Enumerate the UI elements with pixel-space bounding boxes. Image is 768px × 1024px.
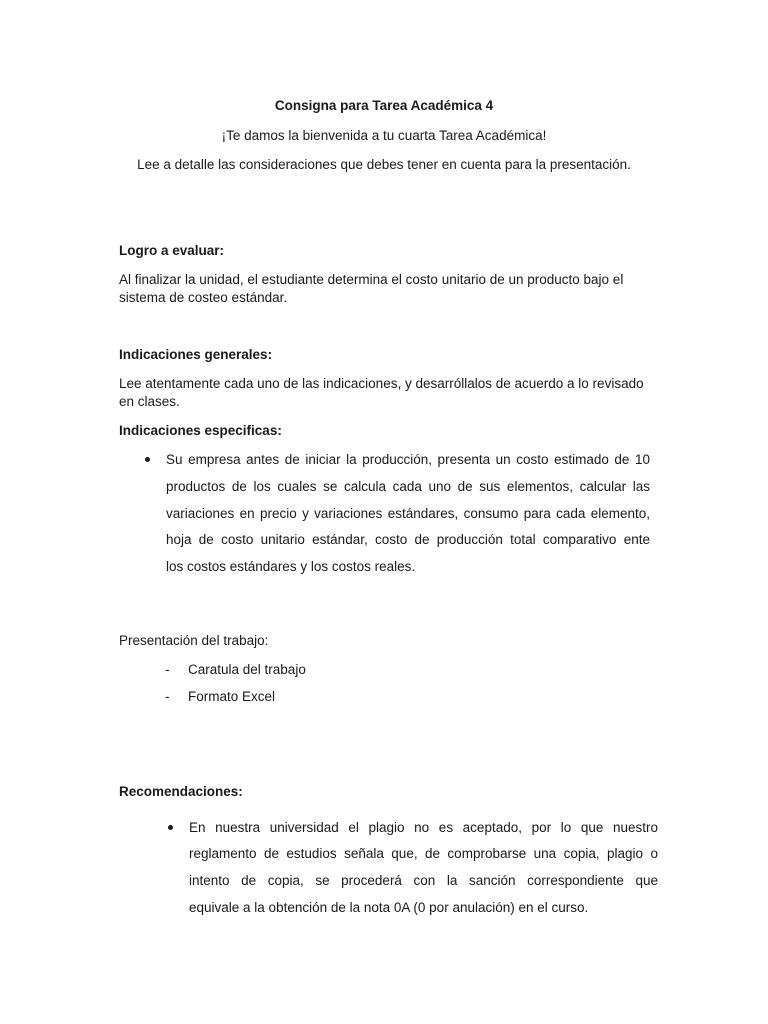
bullet-line: intento de copia, se procederá con la sanción correspondiente que <box>189 873 658 888</box>
recomendaciones-heading: Recomendaciones: <box>119 784 243 799</box>
bullet-icon <box>145 457 150 462</box>
indicaciones-generales-heading: Indicaciones generales: <box>119 347 273 362</box>
bullet-line: Su empresa antes de iniciar la producción, presenta un costo estimado de 10 <box>166 452 650 467</box>
bullet-line: En nuestra universidad el plagio no es aceptado, por lo que nuestro <box>189 820 658 835</box>
bullet-line: equivale a la obtención de la nota 0A (0 por anulación) en el curso. <box>189 900 589 915</box>
bullet-line: variaciones en precio y variaciones estándares, consumo para cada elemento, <box>166 506 650 521</box>
bullet-line: los costos estándares y los costos reales. <box>166 559 416 574</box>
bullet-line: reglamento de estudios señala que, de comprobarse una copia, plagio o <box>189 846 658 861</box>
list-item: Caratula del trabajo <box>188 662 306 677</box>
list-marker: - <box>165 662 170 677</box>
indicaciones-especificas-heading: Indicaciones especificas: <box>119 423 282 438</box>
bullet-line: hoja de costo unitario estándar, costo de producción total comparativo ente <box>166 532 650 547</box>
intro-text: Lee a detalle las consideraciones que debes tener en cuenta para la presentación. <box>137 157 631 172</box>
list-item: Formato Excel <box>188 689 276 704</box>
welcome-text: ¡Te damos la bienvenida a tu cuarta Tarea Académica! <box>221 128 547 143</box>
bullet-line: productos de los cuales se calcula cada uno de sus elementos, calcular las <box>166 479 650 494</box>
logro-heading: Logro a evaluar: <box>119 243 225 258</box>
bullet-icon <box>168 825 173 830</box>
logro-text: Al finalizar la unidad, el estudiante determina el costo unitario de un producto bajo el sistema de costeo estándar. <box>119 272 624 305</box>
document-title: Consigna para Tarea Académica 4 <box>274 98 494 113</box>
presentacion-heading: Presentación del trabajo: <box>119 633 269 648</box>
list-marker: - <box>165 689 170 704</box>
indicaciones-generales-text: Lee atentamente cada uno de las indicaciones, y desarróllalos de acuerdo a lo revisado en clases. <box>119 376 644 409</box>
